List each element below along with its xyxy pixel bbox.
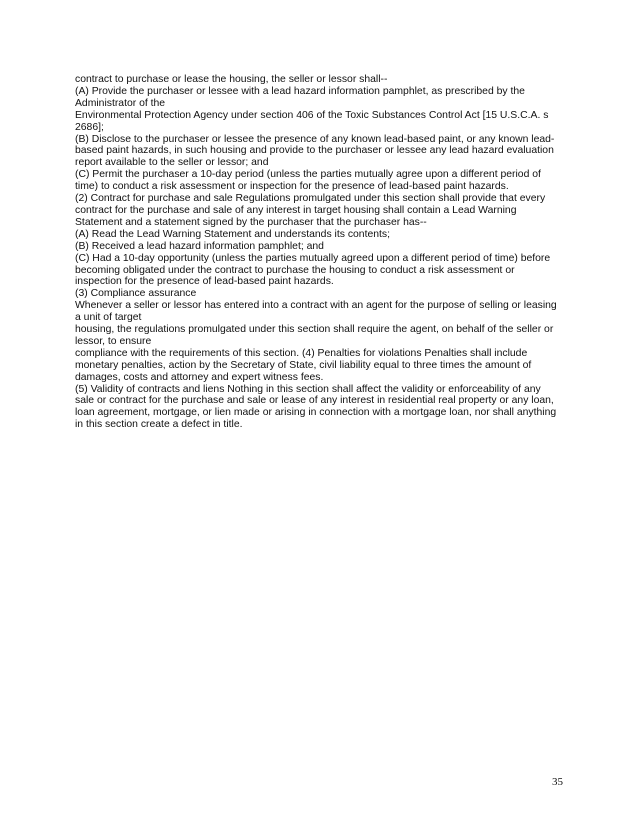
text-line: (A) Provide the purchaser or lessee with a lead hazard information pamphlet, as prescribed by the [75, 85, 525, 97]
text-line: (C) Had a 10-day opportunity (unless the parties mutually agreed upon a different period of time) before [75, 252, 551, 264]
text-line: (2) Contract for purchase and sale Regulations promulgated under this section shall provide that every [75, 193, 546, 205]
text-line: contract for the purchase and sale of any interest in target housing shall contain a Lead Warning [75, 204, 517, 216]
text-line: becoming obligated under the contract to purchase the housing to conduct a risk assessment or [75, 264, 515, 276]
text-line: report available to the seller or lessor; and [75, 157, 269, 169]
text-line: in this section create a defect in title. [75, 419, 243, 431]
text-line: Statement and a statement signed by the purchaser that the purchaser has-- [75, 216, 427, 228]
text-line: inspection for the presence of lead-based paint hazards. [75, 276, 334, 288]
text-line: (C) Permit the purchaser a 10-day period (unless the parties mutually agree upon a different period of [75, 169, 541, 181]
text-line: housing, the regulations promulgated under this section shall require the agent, on behalf of the seller or [75, 324, 554, 336]
text-line: (B) Received a lead hazard information pamphlet; and [75, 240, 324, 252]
text-line: sale or contract for the purchase and sale or lease of any interest in residential real property or any loan, [75, 395, 554, 407]
text-line: damages, costs and attorney and expert witness fees. [75, 371, 324, 383]
text-line: Whenever a seller or lessor has entered into a contract with an agent for the purpose of selling or leasing [75, 300, 557, 312]
text-line: based paint hazards, in such housing and provide to the purchaser or lessee any lead hazard evaluation [75, 145, 554, 157]
page-number: 35 [552, 776, 563, 788]
text-line: (3) Compliance assurance [75, 288, 197, 300]
text-line: compliance with the requirements of this section. (4) Penalties for violations Penalties shall include [75, 347, 528, 359]
text-line: Environmental Protection Agency under section 406 of the Toxic Substances Control Act [15 U.S.C.A. s [75, 109, 549, 121]
text-line: monetary penalties, action by the Secretary of State, civil liability equal to three times the amount of [75, 359, 532, 371]
text-line: lessor, to ensure [75, 335, 152, 347]
text-line: contract to purchase or lease the housing, the seller or lessor shall-- [75, 74, 388, 85]
text-line: loan agreement, mortgage, or lien made or arising in connection with a mortgage loan, nor shall anything [75, 407, 557, 419]
text-line: (5) Validity of contracts and liens Nothing in this section shall affect the validity or enforceability of any [75, 383, 541, 395]
text-line: 2686]; [75, 121, 104, 133]
text-line: time) to conduct a risk assessment or inspection for the presence of lead-based paint hazards. [75, 181, 509, 193]
text-line: Administrator of the [75, 97, 166, 109]
body-text [75, 74, 570, 431]
text-line: a unit of target [75, 312, 142, 324]
text-line: (A) Read the Lead Warning Statement and understands its contents; [75, 228, 390, 240]
text-line: (B) Disclose to the purchaser or lessee the presence of any known lead-based paint, or any known lead- [75, 133, 555, 145]
